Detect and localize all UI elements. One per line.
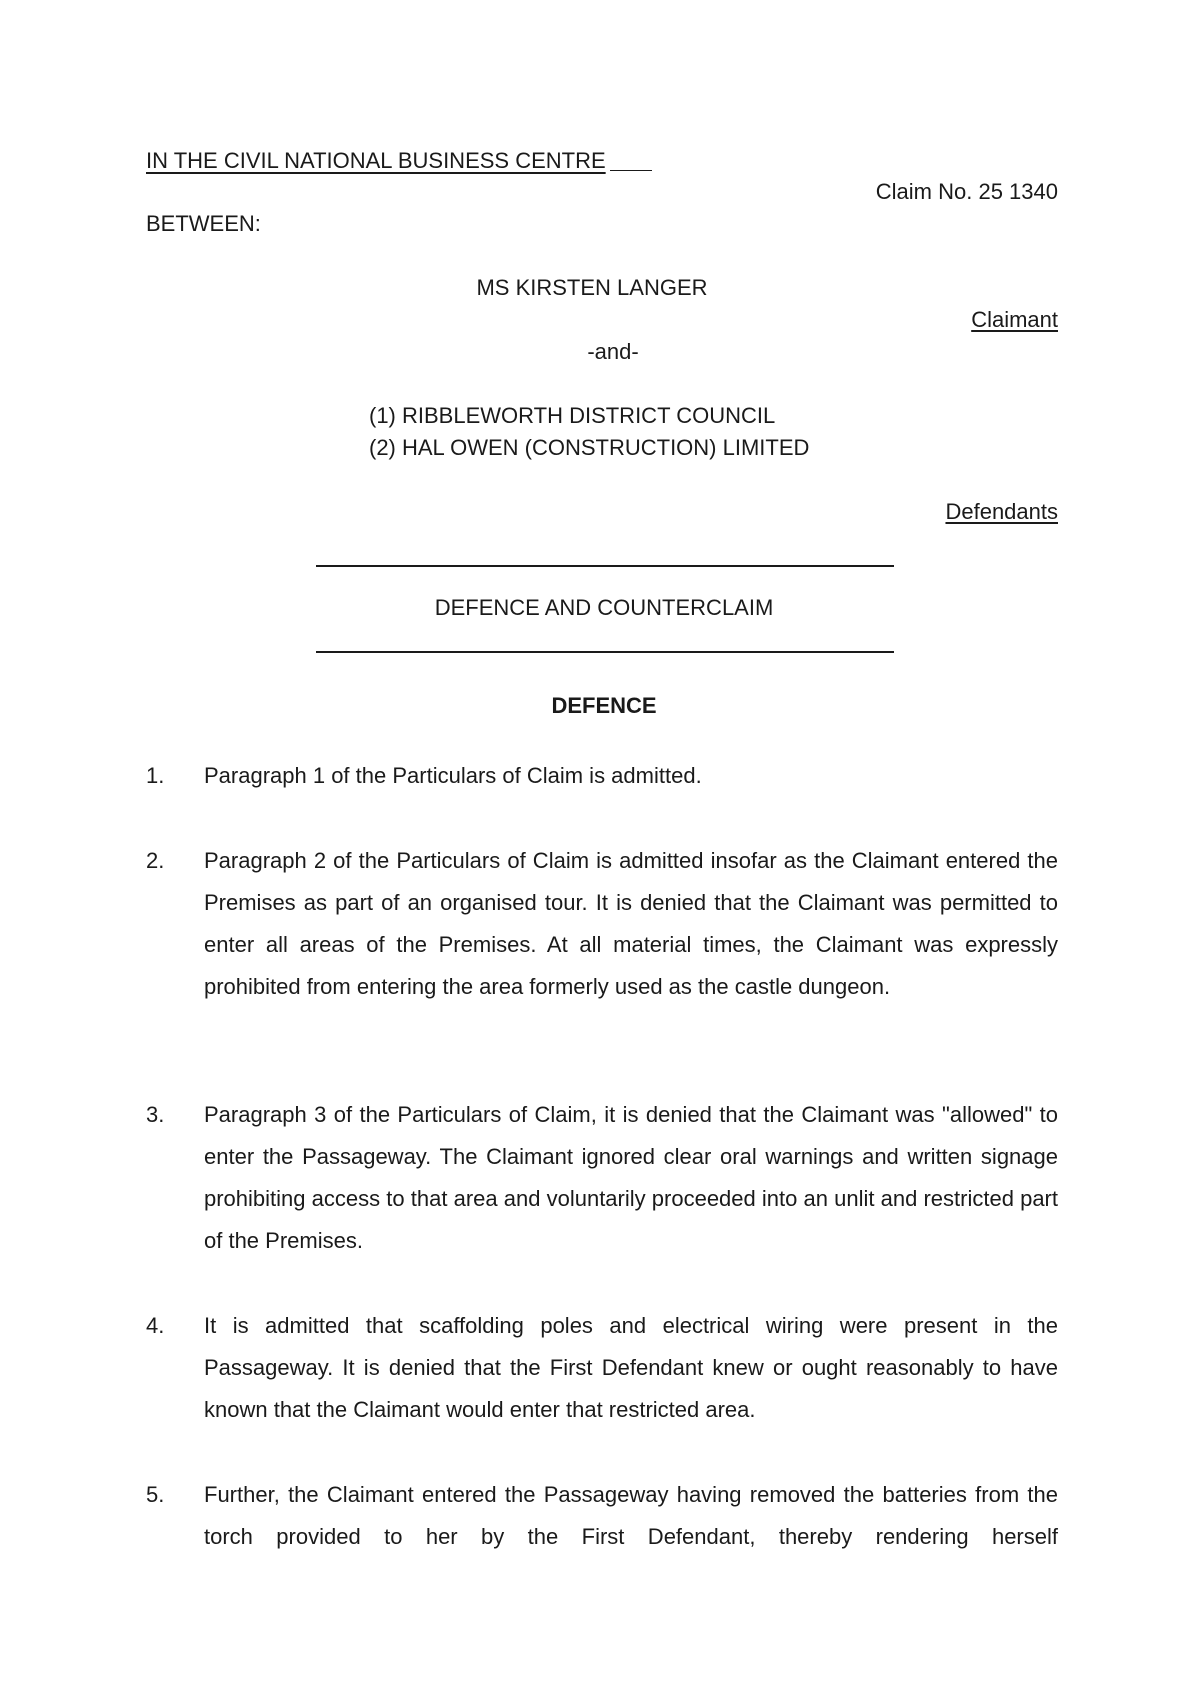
paragraph-5 bbox=[146, 1474, 1058, 1558]
paragraph-4 bbox=[146, 1305, 1058, 1431]
paragraph-text: Paragraph 1 of the Particulars of Claim is admitted. bbox=[204, 763, 702, 788]
court-name-underline-pad bbox=[610, 150, 652, 171]
paragraph-number: 1. bbox=[146, 763, 165, 788]
title-rule-bottom bbox=[316, 651, 894, 653]
paragraph-1 bbox=[146, 755, 1058, 797]
defendants-label: Defendants bbox=[945, 499, 1058, 524]
and-separator: -and- bbox=[587, 339, 639, 364]
paragraph-number: 5. bbox=[146, 1482, 165, 1507]
paragraph-text: It is admitted that scaffolding poles and electrical wiring were present in the Passageway. It is denied that the First Defendant knew or ought reasonably to have known that the Claimant would enter that restricted area. bbox=[204, 1313, 1058, 1422]
claim-number: Claim No. 25 1340 bbox=[875, 179, 1058, 204]
court-name: IN THE CIVIL NATIONAL BUSINESS CENTRE bbox=[146, 150, 652, 172]
paragraph-text: Paragraph 3 of the Particulars of Claim, it is denied that the Claimant was "allowed" to enter the Passageway. The Claimant ignored clear oral warnings and written signage prohibiting access to that area and voluntarily proceeded into an unlit and restricted part of the Premises. bbox=[204, 1102, 1058, 1253]
defendant-2: (2) HAL OWEN (CONSTRUCTION) LIMITED bbox=[369, 435, 810, 460]
section-heading-defence: DEFENCE bbox=[551, 693, 657, 718]
defendant-1: (1) RIBBLEWORTH DISTRICT COUNCIL bbox=[369, 403, 776, 428]
paragraph-text: Further, the Claimant entered the Passageway having removed the batteries from the torch provided to her by the First Defendant, thereby rendering herself bbox=[204, 1482, 1058, 1549]
claimant-name: MS KIRSTEN LANGER bbox=[476, 275, 708, 300]
paragraph-3 bbox=[146, 1094, 1058, 1262]
paragraph-number: 3. bbox=[146, 1102, 165, 1127]
paragraph-text: Paragraph 2 of the Particulars of Claim is admitted insofar as the Claimant entered the Premises as part of an organised tour. It is denied that the Claimant was permitted to enter all areas of the Premises. At all material times, the Claimant was expressly prohibited from entering the area formerly used as the castle dungeon. bbox=[204, 848, 1058, 999]
document-title: DEFENCE AND COUNTERCLAIM bbox=[434, 595, 774, 620]
paragraph-number: 4. bbox=[146, 1313, 165, 1338]
paragraph-number: 2. bbox=[146, 848, 165, 873]
claimant-label: Claimant bbox=[971, 307, 1058, 332]
between-label: BETWEEN: bbox=[146, 211, 261, 236]
paragraph-2 bbox=[146, 840, 1058, 1008]
title-rule-top bbox=[316, 565, 894, 567]
